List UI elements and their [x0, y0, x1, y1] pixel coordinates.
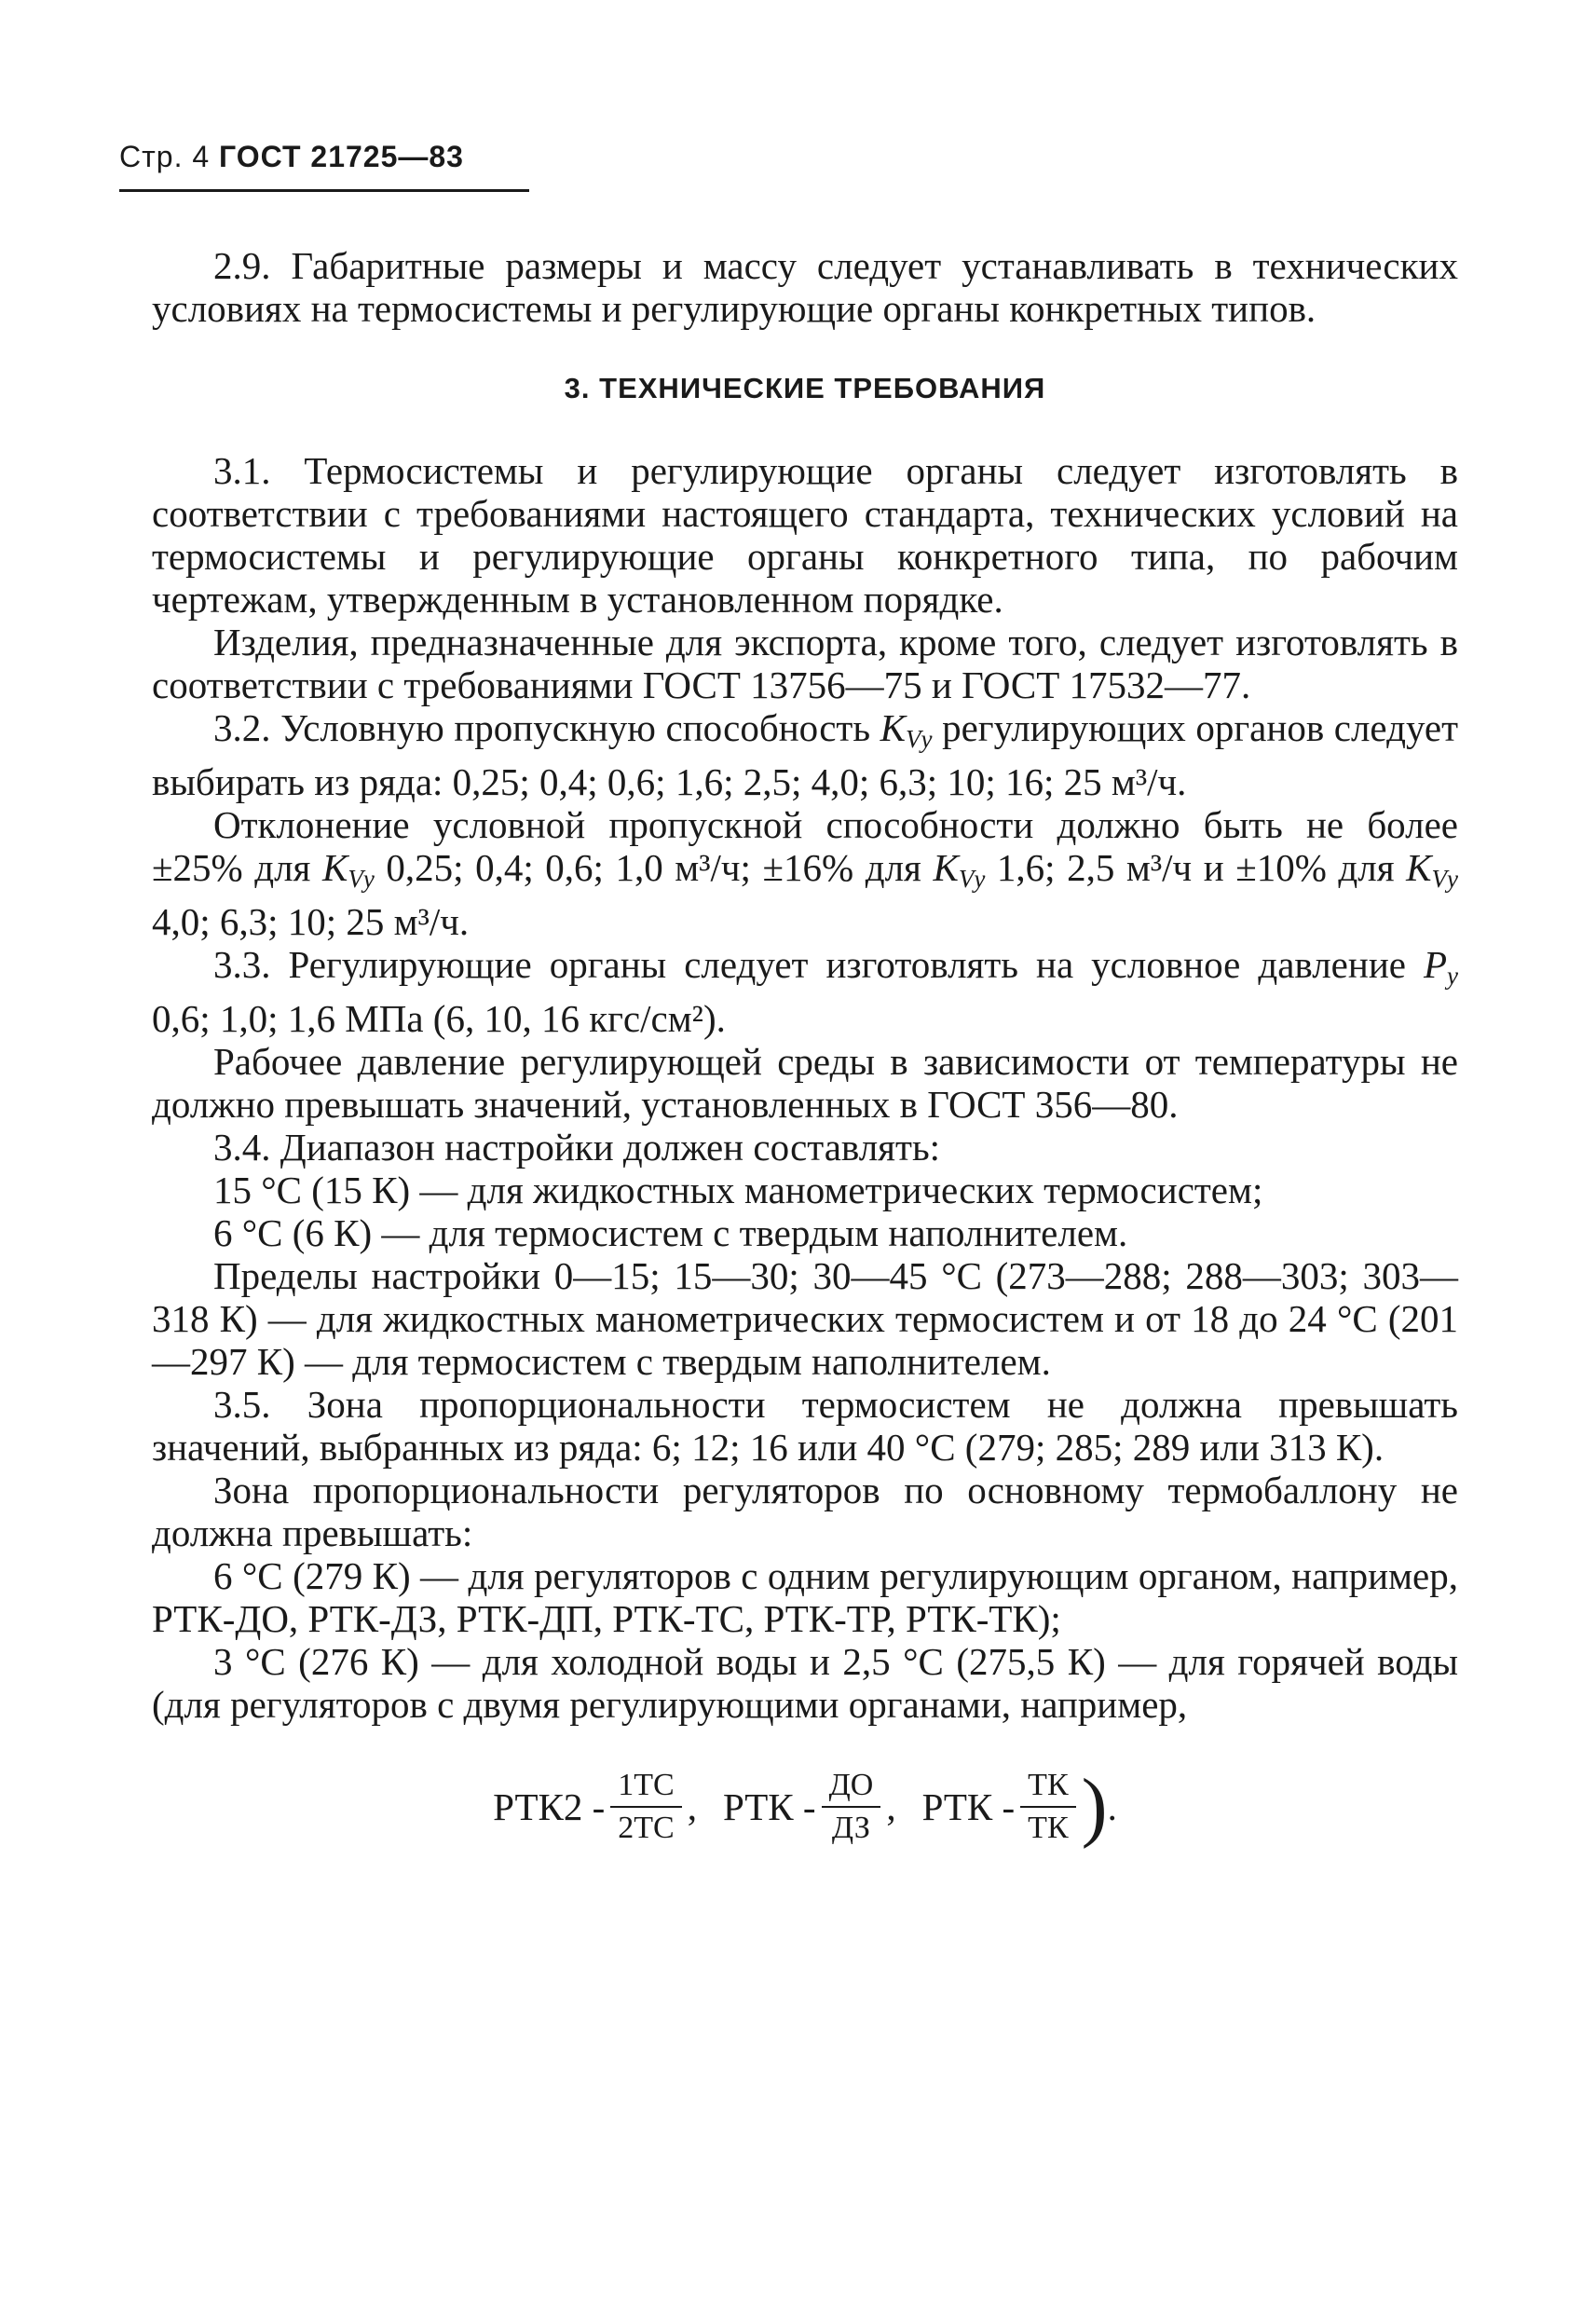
fraction: $\frac{ДО}{ДЗ}$ — [822, 1765, 881, 1849]
paragraph-3-4-a: 15 °С (15 К) — для жидкостных манометрических термосистем; — [213, 1169, 1263, 1211]
kvy-symbol: $K_{Vу}$ — [321, 846, 375, 893]
paragraph-3-5-regulators: Зона пропорциональности регуляторов по основному термобаллону не должна превышать: — [152, 1469, 1458, 1554]
paragraph-3-4-b: 6 °С (6 К) — для термосистем с твердым наполнителем. — [213, 1211, 1128, 1254]
deviation-part-2: 0,25; 0,4; 0,6; 1,0 м³/ч; ±16% для — [386, 846, 921, 889]
paragraph-3-2 — [152, 706, 1458, 803]
page-header — [119, 140, 529, 192]
paragraph-3-5-b: 3 °С (276 К) — для холодной воды и 2,5 °С (275,5 К) — для горячей воды (для регуляторов с двумя регулирующими органами, например, — [152, 1640, 1458, 1726]
paragraph-3-3 — [152, 943, 1458, 1040]
section-title: 3. ТЕХНИЧЕСКИЕ ТРЕБОВАНИЯ — [564, 372, 1046, 404]
kvy-symbol: $K_{Vу}$ — [880, 706, 933, 753]
paragraph-3-3-lead: 3.3. Регулирующие органы следует изготовлять на условное давление — [213, 943, 1406, 986]
paragraph-3-2-lead: 3.2. Условную пропускную способность — [213, 706, 871, 749]
paragraph-3-5-a: 6 °С (279 К) — для регуляторов с одним регулирующим органом, например, РТК-ДО, РТК-ДЗ, РТК-ДП, РТК-ТС, РТК-ТР, РТК-ТК); — [152, 1554, 1458, 1640]
paragraph-3-2-deviation — [152, 803, 1458, 943]
paragraph-3-3-tail: 0,6; 1,0; 1,6 МПа (6, 10, 16 кгс/см²). — [152, 997, 726, 1040]
document-body — [152, 244, 1458, 1849]
paragraph-3-1: 3.1. Термосистемы и регулирующие органы следует изготовлять в соответствии с требованиями настоящего стандарта, технических условий на термосистемы и регулирующие органы конкретного типа, по рабочим чертежам, утвержденным в установленном порядке. — [152, 449, 1458, 621]
paragraph-3-4: 3.4. Диапазон настройки должен составлять: — [213, 1126, 941, 1169]
paragraph-3-5: 3.5. Зона пропорциональности термосистем не должна превышать значений, выбранных из ряда: 6; 12; 16 или 40 °С (279; 285; 289 или 313 К). — [152, 1383, 1458, 1469]
standard-code: ГОСТ 21725—83 — [219, 140, 464, 173]
page-number: Стр. 4 — [119, 140, 211, 173]
paragraph-3-2-tail: регулирующих органов следует выбирать из ряда: 0,25; 0,4; 0,6; 1,6; 2,5; 4,0; 6,3; 10; 16; 25 м³/ч. — [152, 706, 1459, 803]
formula-row — [152, 1765, 1458, 1849]
paragraph-3-4-limits: Пределы настройки 0—15; 15—30; 30—45 °С (273—288; 288—303; 303—318 К) — для жидкостных манометрических термосистем и от 18 до 24 °С (201—297 К) — для термосистем с твердым наполнителем. — [152, 1254, 1458, 1383]
deviation-part-3: 1,6; 2,5 м³/ч и ±10% для — [996, 846, 1395, 889]
kvy-symbol: $K_{Vу}$ — [933, 846, 986, 893]
paragraph-3-1-export: Изделия, предназначенные для экспорта, кроме того, следует изготовлять в соответствии с требованиями ГОСТ 13756—75 и ГОСТ 17532—77. — [152, 621, 1458, 706]
fraction: $\frac{1ТС}{2ТС}$ — [610, 1765, 681, 1849]
paragraph-3-3-work: Рабочее давление регулирующей среды в зависимости от температуры не должно превышать значений, установленных в ГОСТ 356—80. — [152, 1040, 1458, 1126]
fraction: $\frac{ТК}{ТК}$ — [1020, 1765, 1075, 1849]
py-symbol: $P_у$ — [1423, 943, 1459, 990]
formula-rtk2: РТК2 - $\frac{1ТС}{2ТС}$ , — [493, 1765, 697, 1849]
deviation-part-4: 4,0; 6,3; 10; 25 м³/ч. — [152, 900, 470, 943]
deviation-part-1: Отклонение условной пропускной способности должно быть не более ±25% для — [152, 803, 1458, 889]
closing-paren: ) — [1081, 1763, 1108, 1850]
paragraph-2-9: 2.9. Габаритные размеры и массу следует устанавливать в технических условиях на термосистемы и регулирующие органы конкретных типов. — [152, 244, 1458, 330]
formula-rtk-tk-tk: РТК - $\frac{ТК}{ТК}$ ) . — [921, 1763, 1117, 1850]
formula-rtk-do-dz: РТК - $\frac{ДО}{ДЗ}$ , — [723, 1765, 896, 1849]
kvy-symbol: $K_{Vу}$ — [1406, 846, 1459, 893]
formula-period: . — [1107, 1785, 1117, 1828]
